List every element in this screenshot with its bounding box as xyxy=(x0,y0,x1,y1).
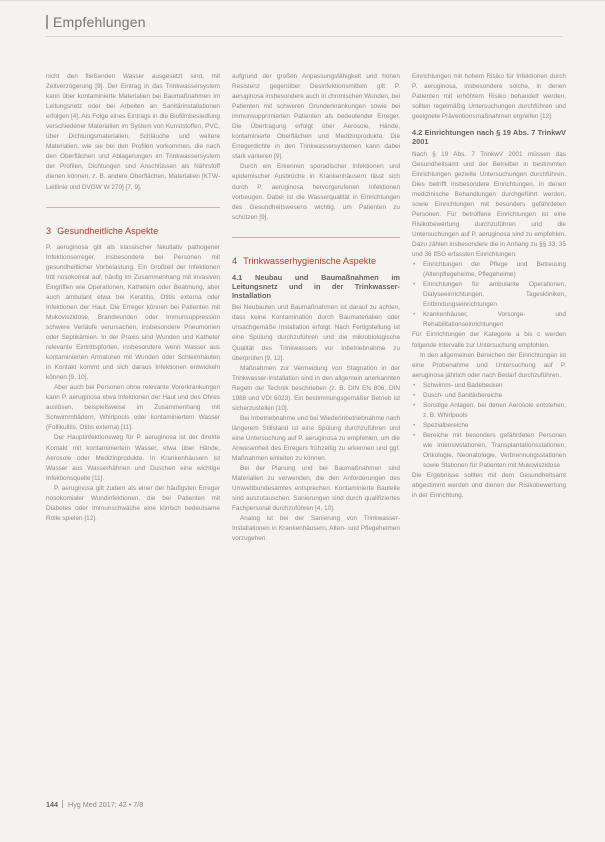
subsection-heading: 4.2 Einrichtungen nach § 19 Abs. 7 TrinkwV 2001 xyxy=(412,128,566,147)
list-item: • Sonstige Anlagen, bei denen Aerosole entstehen, z. B. Whirlpools xyxy=(420,401,566,421)
list-item: • Dusch- und Sanitärbereiche xyxy=(420,391,566,401)
paragraph: Der Hauptinfektionsweg für P. aeruginosa ist der direkte Kontakt mit kontaminiertem Wasser, etwa über Hände, Aerosole oder Medizinprodukte. In Krankenhäusern ist Wasser aus Wasserhähnen und Duschen eine wichtige Infektionsquelle [11]. xyxy=(46,434,220,482)
section-heading: 3 Gesundheitliche Aspekte xyxy=(46,225,159,236)
paragraph: Bei der Planung und bei Baumaßnahmen sind Materialien zu verwenden, die den Anforderungen des Umweltbundesamtes entsprechen. Kontaminierte Bauteile sind auszutauschen. Sanierungen sind durch qualifiziertes Fachpersonal durchzuführen [4, 10]. xyxy=(232,465,400,513)
list-item: • Einrichtungen der Pflege und Betreuung (Altenpflegeheime, Pflegeheime) xyxy=(420,260,566,280)
section-header xyxy=(46,14,146,30)
section-3 xyxy=(46,207,220,237)
paragraph: Nach § 19 Abs. 7 TrinkwV 2001 müssen das Gesundheitsamt und der Betreiber in bestimmten Einrichtungen gezielte Untersuchungen durchführen. Dies betrifft insbesondere Einrichtungen, in denen medizinische Behandlungen durchgeführt werden, sowie Einrichtungen mit besonders gefährdeten Personen. Für betroffene Einrichtungen ist eine Risikobewertung durchzuführen und die Untersuchungen auf P. aeruginosa sind zu empfehlen. Dazu zählen insbesondere die in Anhang zu §§ 33, 35 und 36 IfSG erfassten Einrichtungen: xyxy=(412,150,566,259)
paragraph: P. aeruginosa gilt als klassischer fakultativ pathogener Infektionserreger, insbesondere bei Personen mit gesundheitlicher Vorbelastung. Ein Großteil der Infektionen tritt nosokomial auf, häufig im Zusammenhang mit invasiven Eingriffen wie Operationen, Kathetern oder Beatmung, aber auch ambulant etwa bei Keratitis, Otitis externa oder Infektionen der Haut. Die Erreger können bei Patienten mit Mukoviszidose, Brandwunden oder Immunsuppression schwere Verläufe verursachen, insbesondere Pneumonien oder Septikämien. In der Praxis sind Wunden und Katheter relevante Eintrittspforten, insbesondere wenn Wasser aus kontaminierten Armaturen mit Wunden oder Schleimhäuten in Kontakt kommt und sich daraus Infektionen entwickeln können [9, 10]. xyxy=(46,243,220,382)
subsection-heading: 4.1 Neubau und Baumaßnahmen im Leitungsnetz und in der Trinkwasser-Installation xyxy=(232,272,400,301)
paragraph: In den allgemeinen Bereichen der Einrichtungen ist eine Probenahme und Untersuchung auf P. aeruginosa jährlich oder nach Bedarf durchzuführen. xyxy=(412,351,566,379)
paragraph: P. aeruginosa gilt zudem als einer der häufigsten Erreger nosokomialer Wundinfektionen, die bei Patienten mit Diabetes oder Immunschwäche eine klinisch bedeutsame Rolle spielen [12]. xyxy=(46,484,220,522)
list-item: • Bereiche mit besonders gefährdeten Personen wie Intensivstationen, Transplantationsstationen, Onkologie, Neonatologie, Verbrennungsstationen sowie Stationen für Patienten mit Mukoviszidose xyxy=(420,431,566,471)
page-footer xyxy=(46,800,143,809)
paragraph: Analog ist bei der Sanierung von Trinkwasser-Installationen in Krankenhäusern, Alten- und Pflegeheimen vorzugehen. xyxy=(232,515,400,543)
list-item: • Krankenhäuser, Vorsorge- und Rehabilitationseinrichtungen xyxy=(420,310,566,330)
column-1 xyxy=(46,72,220,524)
paragraph: Für Einrichtungen der Kategorie a bis c werden folgende Intervalle zur Untersuchung empfohlen. xyxy=(412,331,566,349)
paragraph: Einrichtungen mit hohem Risiko für Infektionen durch P. aeruginosa, insbesondere solche, in denen Patienten mit erhöhtem Risiko behandelt werden, sollten regelmäßig Untersuchungen durchführen und geeignete Präventionsmaßnahmen ergreifen [12]. xyxy=(412,73,566,121)
top-border xyxy=(0,0,605,1)
footer-separator xyxy=(62,800,63,808)
section-heading: 4 Trinkwasserhygienische Aspekte xyxy=(232,255,377,266)
paragraph: Die Ergebnisse sollten mit dem Gesundheitsamt abgestimmt werden und dienen der Risikobewertung in der Einrichtung. xyxy=(412,472,566,500)
paragraph: nicht den fließenden Wasser ausgesetzt sind, mit Zeitverzögerung [9]. Der Eintrag in das Trinkwassersystem kann über kontaminierte Materialien bei Baumaßnahmen im Leitungsnetz oder bei Arbeiten an Sanitärinstallationen erfolgen [4]. Als Folge eines Eintrags in die Biofilmbesiedlung verschiedener Materialien im System von Kunststoffen, PVC, über Dichtungsmaterialien, Schläuche und weitere Materialien, wie sie bei den Profilen vorkommen, die nach den Oberflächen und Ablagerungen im Trinkwassersystem der Profilen, Dichtungen und Anschlüssen als Nährstoff dienen können, z. B. andere Oberflächen, Materialien [KTW-Leitlinie und DVGW W 270] [7, 9]. xyxy=(46,73,220,191)
section-title: Empfehlungen xyxy=(53,14,146,30)
area-list xyxy=(412,381,566,471)
column-2 xyxy=(232,72,400,544)
list-item: • Einrichtungen für ambulante Operationen, Dialyseeinrichtungen, Tageskliniken, Entbindungseinrichtungen xyxy=(420,280,566,310)
paragraph: Bei Neubauten und Baumaßnahmen ist darauf zu achten, dass keine Kontamination durch Baumaterialien oder unsachgemäße Installation erfolgt. Nach Fertigstellung ist eine Spülung durchzuführen und die mikrobiologische Qualität des Trinkwassers vor Inbetriebnahme zu überprüfen [9, 12]. xyxy=(232,304,400,362)
paragraph: Durch ein Erkennen sporadischer Infektionen und epidemischer Ausbrüche in Krankenhäusern lässt sich durch P. aeruginosa hervorgerufenen Infektionen vorbeugen. Dabei ist die Wasserqualität in Einrichtungen des Gesundheitswesens wichtig, um Patienten zu schützen [9]. xyxy=(232,163,400,221)
paragraph: Bei Inbetriebnahme und bei Wiederinbetriebnahme nach längerem Stillstand ist eine Spülung durchzuführen und eine Untersuchung auf P. aeruginosa zu empfehlen, um die Anwesenheit des Erregers frühzeitig zu erkennen und ggf. Maßnahmen einleiten zu können. xyxy=(232,414,400,463)
list-item: • Schwimm- und Badebecken xyxy=(420,381,566,391)
section-4 xyxy=(232,237,400,267)
paragraph: aufgrund der großen Anpassungsfähigkeit und hohen Resistenz gegenüber Desinfektionsmitteln gilt P. aeruginosa insbesondere auch in chronischen Wunden, bei Patienten mit schweren Grunderkrankungen sowie bei immunsupprimierten Patienten als bedeutender Erreger. Die Übertragung erfolgt über Aerosole, Hände, kontaminierte Oberflächen und Medizinprodukte. Die Erregerdichte in den Trinkwassersystemen kann dabei stark variieren [9]. xyxy=(232,73,400,161)
paragraph: Maßnahmen zur Vermeidung von Stagnation in der Trinkwasser-Installation sind in den allgemein anerkannten Regeln der Technik beschrieben (z. B. DIN EN 806, DIN 1988 und VDI 6023). Ein bestimmungsgemäßer Betrieb ist sicherzustellen [10]. xyxy=(232,364,400,412)
column-3 xyxy=(412,72,566,501)
list-item: • Spezialbereiche xyxy=(420,421,566,431)
header-rule xyxy=(46,36,563,37)
facility-list xyxy=(412,260,566,330)
page-number: 144 xyxy=(46,800,58,809)
journal-citation: Hyg Med 2017; 42 • 7/8 xyxy=(68,800,144,809)
paragraph: Aber auch bei Personen ohne relevante Vorerkrankungen kann P. aeruginosa etwa Infektionen der Haut und des Ohres auslösen, beispielsweise im Zusammenhang mit Schwimmbädern, Whirlpools oder kontaminiertem Wasser (Follikulitis, Otitis externa) [11]. xyxy=(46,384,220,432)
header-bar xyxy=(46,15,48,29)
